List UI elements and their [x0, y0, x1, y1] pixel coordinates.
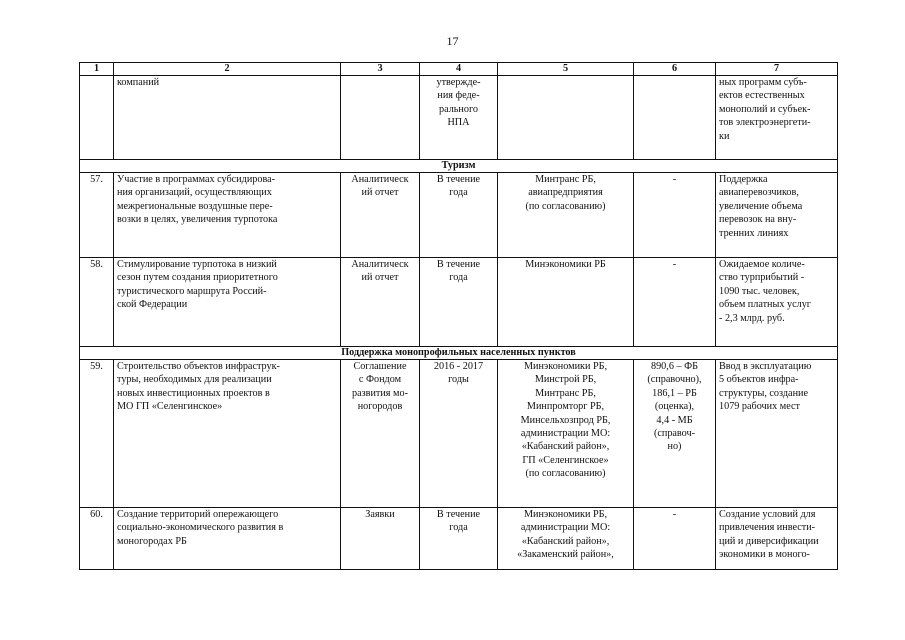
table-row — [80, 508, 838, 570]
result-cell: Создание условий для привлечения инвести- ций и диверсификации экономики в моного- — [716, 508, 838, 570]
result-cell: Ожидаемое количе- ство турприбытий - 1090 тыс. человек, объем платных услуг - 2,3 млрд. руб. — [716, 258, 838, 347]
row-number-cell: 60. — [80, 508, 114, 570]
result-cell: ных программ субъ- ектов естественных монополий и субъек- тов электроэнергети- ки — [716, 76, 838, 160]
term-cell: 2016 - 2017 годы — [420, 360, 498, 508]
section-title: Туризм — [80, 160, 838, 173]
section-row-tourism — [80, 160, 838, 173]
measure-cell: Участие в программах субсидирова- ния организаций, осуществляющих межрегиональные воздушные пере- возки в целях, увеличения турпотока — [114, 173, 341, 258]
column-header: 4 — [420, 63, 498, 76]
row-number-cell: 59. — [80, 360, 114, 508]
column-header: 5 — [498, 63, 634, 76]
executor-cell — [498, 76, 634, 160]
term-cell: В течение года — [420, 508, 498, 570]
result-cell: Поддержка авиаперевозчиков, увеличение объема перевозок на вну- тренних линиях — [716, 173, 838, 258]
measure-cell: Строительство объектов инфраструк- туры, необходимых для реализации новых инвестиционных проектов в МО ГП «Селенгинское» — [114, 360, 341, 508]
executor-cell: Минэкономики РБ, Минстрой РБ, Минтранс РБ, Минпромторг РБ, Минсельхозпрод РБ, администрации МО: «Кабанский район», ГП «Селенгинское» (по согласованию) — [498, 360, 634, 508]
page-number: 17 — [446, 34, 459, 48]
term-cell: В течение года — [420, 173, 498, 258]
measure-cell: компаний — [114, 76, 341, 160]
form-cell: Соглашение с Фондом развития мо- ногородов — [341, 360, 420, 508]
executor-cell: Минэкономики РБ, администрации МО: «Кабанский район», «Закаменский район», — [498, 508, 634, 570]
finance-cell: - — [634, 258, 716, 347]
table-row — [80, 360, 838, 508]
table-row — [80, 173, 838, 258]
form-cell: Аналитическ ий отчет — [341, 173, 420, 258]
table-row — [80, 76, 838, 160]
finance-cell: - — [634, 508, 716, 570]
column-header: 1 — [80, 63, 114, 76]
result-cell: Ввод в эксплуатацию 5 объектов инфра- структуры, создание 1079 рабочих мест — [716, 360, 838, 508]
executor-cell: Минэкономики РБ — [498, 258, 634, 347]
row-number-cell: 57. — [80, 173, 114, 258]
measure-cell: Стимулирование турпотока в низкий сезон путем создания приоритетного туристического маршрута Россий- ской Федерации — [114, 258, 341, 347]
action-plan-table — [79, 62, 838, 570]
row-number-cell — [80, 76, 114, 160]
column-header: 7 — [716, 63, 838, 76]
column-header: 3 — [341, 63, 420, 76]
form-cell: Аналитическ ий отчет — [341, 258, 420, 347]
column-header: 6 — [634, 63, 716, 76]
executor-cell: Минтранс РБ, авиапредприятия (по согласованию) — [498, 173, 634, 258]
row-number-cell: 58. — [80, 258, 114, 347]
finance-cell: 890,6 – ФБ (справочно), 186,1 – РБ (оценка), 4,4 - МБ (справоч- но) — [634, 360, 716, 508]
finance-cell: - — [634, 173, 716, 258]
column-number-row — [80, 63, 838, 76]
finance-cell — [634, 76, 716, 160]
term-cell: В течение года — [420, 258, 498, 347]
column-header: 2 — [114, 63, 341, 76]
term-cell: утвержде- ния феде- рального НПА — [420, 76, 498, 160]
section-title: Поддержка монопрофильных населенных пунктов — [80, 347, 838, 360]
table-row — [80, 258, 838, 347]
measure-cell: Создание территорий опережающего социально-экономического развития в моногородах РБ — [114, 508, 341, 570]
section-row-monotowns — [80, 347, 838, 360]
form-cell — [341, 76, 420, 160]
form-cell: Заявки — [341, 508, 420, 570]
